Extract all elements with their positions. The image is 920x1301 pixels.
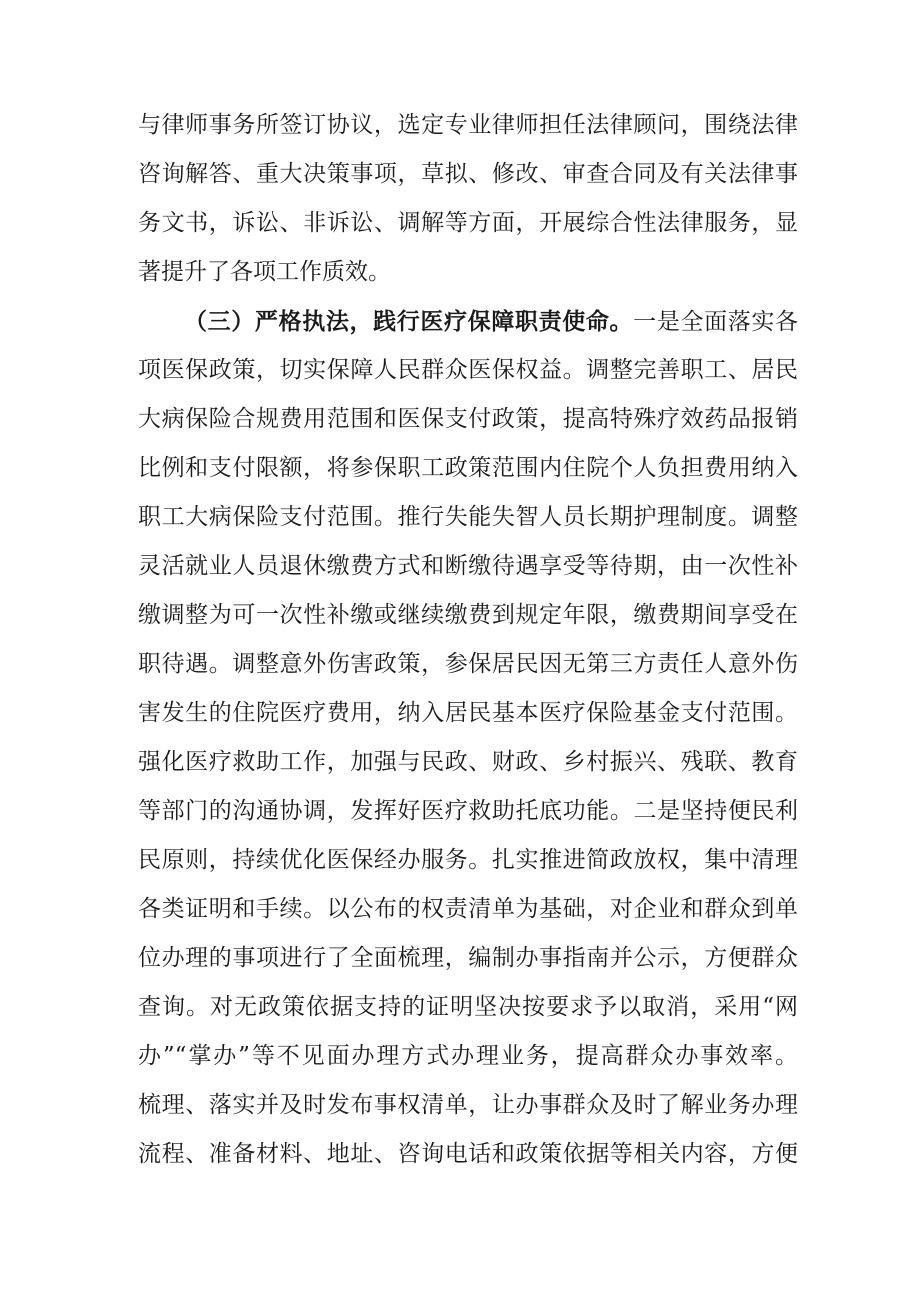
text-line-with-heading bbox=[138, 297, 798, 346]
text-line: 与律师事务所签订协议，选定专业律师担任法律顾问，围绕法律 bbox=[138, 112, 798, 138]
text-line: 职工大病保险支付范围。推行失能失智人员长期护理制度。调整 bbox=[138, 504, 798, 530]
text-line: 职待遇。调整意外伤害政策，参保居民因无第三方责任人意外伤 bbox=[138, 651, 798, 677]
text-line: 比例和支付限额，将参保职工政策范围内住院个人负担费用纳入 bbox=[138, 455, 798, 481]
text-line: 灵活就业人员退休缴费方式和断缴待遇享受等待期，由一次性补 bbox=[138, 553, 798, 579]
document-body bbox=[138, 101, 798, 1179]
heading-line-rest: 一是全面落实各 bbox=[633, 309, 799, 335]
text-line: 流程、准备材料、地址、咨询电话和政策依据等相关内容，方便 bbox=[138, 1141, 798, 1167]
text-line: 项医保政策，切实保障人民群众医保权益。调整完善职工、居民 bbox=[138, 357, 798, 383]
text-line: 务文书，诉讼、非诉讼、调解等方面，开展综合性法律服务，显 bbox=[138, 210, 798, 236]
text-line: 位办理的事项进行了全面梳理，编制办事指南并公示，方便群众 bbox=[138, 945, 798, 971]
text-line: 办”“掌办”等不见面办理方式办理业务，提高群众办事效率。 bbox=[138, 1043, 798, 1069]
text-line: 强化医疗救助工作，加强与民政、财政、乡村振兴、残联、教育 bbox=[138, 749, 798, 775]
section-heading: （三）严格执法，践行医疗保障职责使命。 bbox=[184, 308, 634, 335]
text-line: 民原则，持续优化医保经办服务。扎实推进简政放权，集中清理 bbox=[138, 847, 798, 873]
paragraph-legal-services bbox=[138, 101, 798, 297]
text-line: 查询。对无政策依据支持的证明坚决按要求予以取消，采用“网 bbox=[138, 994, 798, 1020]
text-line: 著提升了各项工作质效。 bbox=[138, 259, 391, 285]
text-line: 各类证明和手续。以公布的权责清单为基础，对企业和群众到单 bbox=[138, 896, 798, 922]
text-line: 大病保险合规费用范围和医保支付政策，提高特殊疗效药品报销 bbox=[138, 406, 798, 432]
text-line: 咨询解答、重大决策事项，草拟、修改、审查合同及有关法律事 bbox=[138, 161, 798, 187]
text-line: 等部门的沟通协调，发挥好医疗救助托底功能。二是坚持便民利 bbox=[138, 798, 798, 824]
text-line: 梳理、落实并及时发布事权清单，让办事群众及时了解业务办理 bbox=[138, 1092, 798, 1118]
text-line: 害发生的住院医疗费用，纳入居民基本医疗保险基金支付范围。 bbox=[138, 700, 798, 726]
text-line: 缴调整为可一次性补缴或继续缴费到规定年限，缴费期间享受在 bbox=[138, 602, 798, 628]
paragraph-medical-security bbox=[138, 297, 798, 1179]
